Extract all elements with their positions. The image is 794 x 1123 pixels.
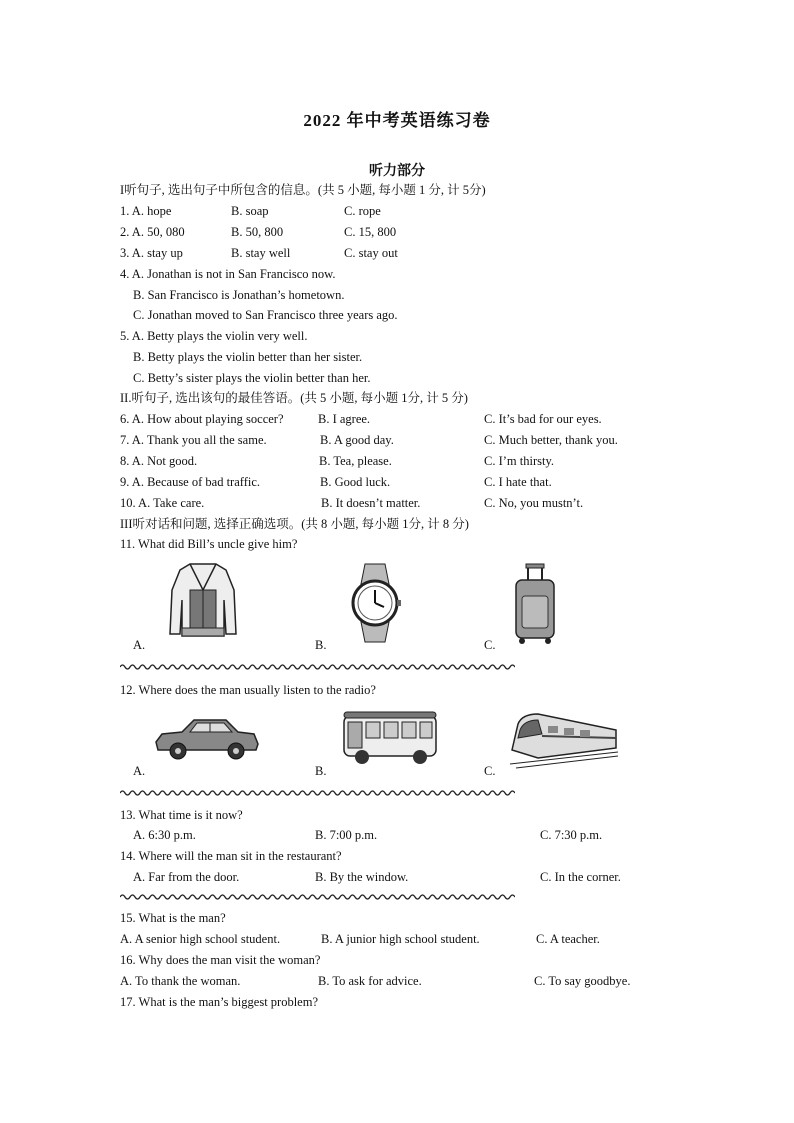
q6-option-a: 6. A. How about playing soccer? bbox=[120, 412, 284, 426]
q11-option-b: B. bbox=[315, 638, 327, 652]
q8-option-c: C. I’m thirsty. bbox=[484, 454, 555, 468]
q1-option-b: B. soap bbox=[231, 204, 269, 218]
q3-option-c: C. stay out bbox=[344, 246, 398, 260]
watch-picture bbox=[345, 562, 405, 644]
q11-question: 11. What did Bill’s uncle give him? bbox=[120, 537, 298, 551]
q13-question: 13. What time is it now? bbox=[120, 808, 243, 822]
q15-option-c: C. A teacher. bbox=[536, 932, 600, 946]
q4-option-a: 4. A. Jonathan is not in San Francisco now. bbox=[120, 267, 336, 281]
q6-option-b: B. I agree. bbox=[318, 412, 371, 426]
sweater-picture bbox=[168, 560, 238, 640]
suitcase-picture bbox=[510, 562, 560, 644]
q14-option-c: C. In the corner. bbox=[540, 870, 621, 884]
q13-option-c: C. 7:30 p.m. bbox=[540, 828, 603, 842]
q2-option-b: B. 50, 800 bbox=[231, 225, 284, 239]
part3-header: III听对话和问题, 选择正确选项。(共 8 小题, 每小题 1分, 计 8 分) bbox=[120, 517, 469, 531]
q12-option-c: C. bbox=[484, 764, 496, 778]
q16-option-b: B. To ask for advice. bbox=[318, 974, 422, 988]
q16-question: 16. Why does the man visit the woman? bbox=[120, 953, 321, 967]
q6-option-c: C. It’s bad for our eyes. bbox=[484, 412, 602, 426]
q14-option-a: A. Far from the door. bbox=[133, 870, 240, 884]
train-picture bbox=[508, 708, 620, 770]
q9-option-b: B. Good luck. bbox=[320, 475, 391, 489]
q8-option-b: B. Tea, please. bbox=[319, 454, 392, 468]
q14-question: 14. Where will the man sit in the restaurant? bbox=[120, 849, 342, 863]
q13-option-b: B. 7:00 p.m. bbox=[315, 828, 378, 842]
q15-option-a: A. A senior high school student. bbox=[120, 932, 281, 946]
q5-option-b: B. Betty plays the violin better than her sister. bbox=[133, 350, 363, 364]
q14-option-b: B. By the window. bbox=[315, 870, 409, 884]
q11-option-a: A. bbox=[133, 638, 146, 652]
q13-option-a: A. 6:30 p.m. bbox=[133, 828, 196, 842]
q1-option-a: 1. A. hope bbox=[120, 204, 172, 218]
q16-option-c: C. To say goodbye. bbox=[534, 974, 631, 988]
q3-option-b: B. stay well bbox=[231, 246, 291, 260]
q11-option-c: C. bbox=[484, 638, 496, 652]
q9-option-c: C. I hate that. bbox=[484, 475, 552, 489]
part2-header: II.听句子, 选出该句的最佳答语。(共 5 小题, 每小题 1分, 计 5 分) bbox=[120, 391, 468, 405]
wave-divider bbox=[120, 893, 515, 901]
q2-option-a: 2. A. 50, 080 bbox=[120, 225, 185, 239]
q12-option-a: A. bbox=[133, 764, 146, 778]
q4-option-c: C. Jonathan moved to San Francisco three years ago. bbox=[133, 308, 398, 322]
q7-option-b: B. A good day. bbox=[320, 433, 394, 447]
q12-question: 12. Where does the man usually listen to the radio? bbox=[120, 683, 376, 697]
part1-header: I听句子, 选出句子中所包含的信息。(共 5 小题, 每小题 1 分, 计 5分) bbox=[120, 183, 486, 197]
q16-option-a: A. To thank the woman. bbox=[120, 974, 241, 988]
q15-option-b: B. A junior high school student. bbox=[321, 932, 480, 946]
q5-option-c: C. Betty’s sister plays the violin better than her. bbox=[133, 371, 371, 385]
q15-question: 15. What is the man? bbox=[120, 911, 226, 925]
bus-picture bbox=[340, 710, 440, 766]
q2-option-c: C. 15, 800 bbox=[344, 225, 397, 239]
wave-divider bbox=[120, 789, 515, 797]
q5-option-a: 5. A. Betty plays the violin very well. bbox=[120, 329, 308, 343]
q9-option-a: 9. A. Because of bad traffic. bbox=[120, 475, 260, 489]
q7-option-a: 7. A. Thank you all the same. bbox=[120, 433, 267, 447]
q10-option-c: C. No, you mustn’t. bbox=[484, 496, 584, 510]
q8-option-a: 8. A. Not good. bbox=[120, 454, 198, 468]
wave-divider bbox=[120, 663, 515, 671]
q10-option-a: 10. A. Take care. bbox=[120, 496, 205, 510]
car-picture bbox=[152, 712, 262, 762]
q17-question: 17. What is the man’s biggest problem? bbox=[120, 995, 318, 1009]
q3-option-a: 3. A. stay up bbox=[120, 246, 183, 260]
q10-option-b: B. It doesn’t matter. bbox=[321, 496, 421, 510]
q7-option-c: C. Much better, thank you. bbox=[484, 433, 618, 447]
q4-option-b: B. San Francisco is Jonathan’s hometown. bbox=[133, 288, 345, 302]
section-title: 听力部分 bbox=[369, 164, 425, 179]
page-title: 2022 年中考英语练习卷 bbox=[303, 111, 491, 130]
q12-option-b: B. bbox=[315, 764, 327, 778]
q1-option-c: C. rope bbox=[344, 204, 381, 218]
